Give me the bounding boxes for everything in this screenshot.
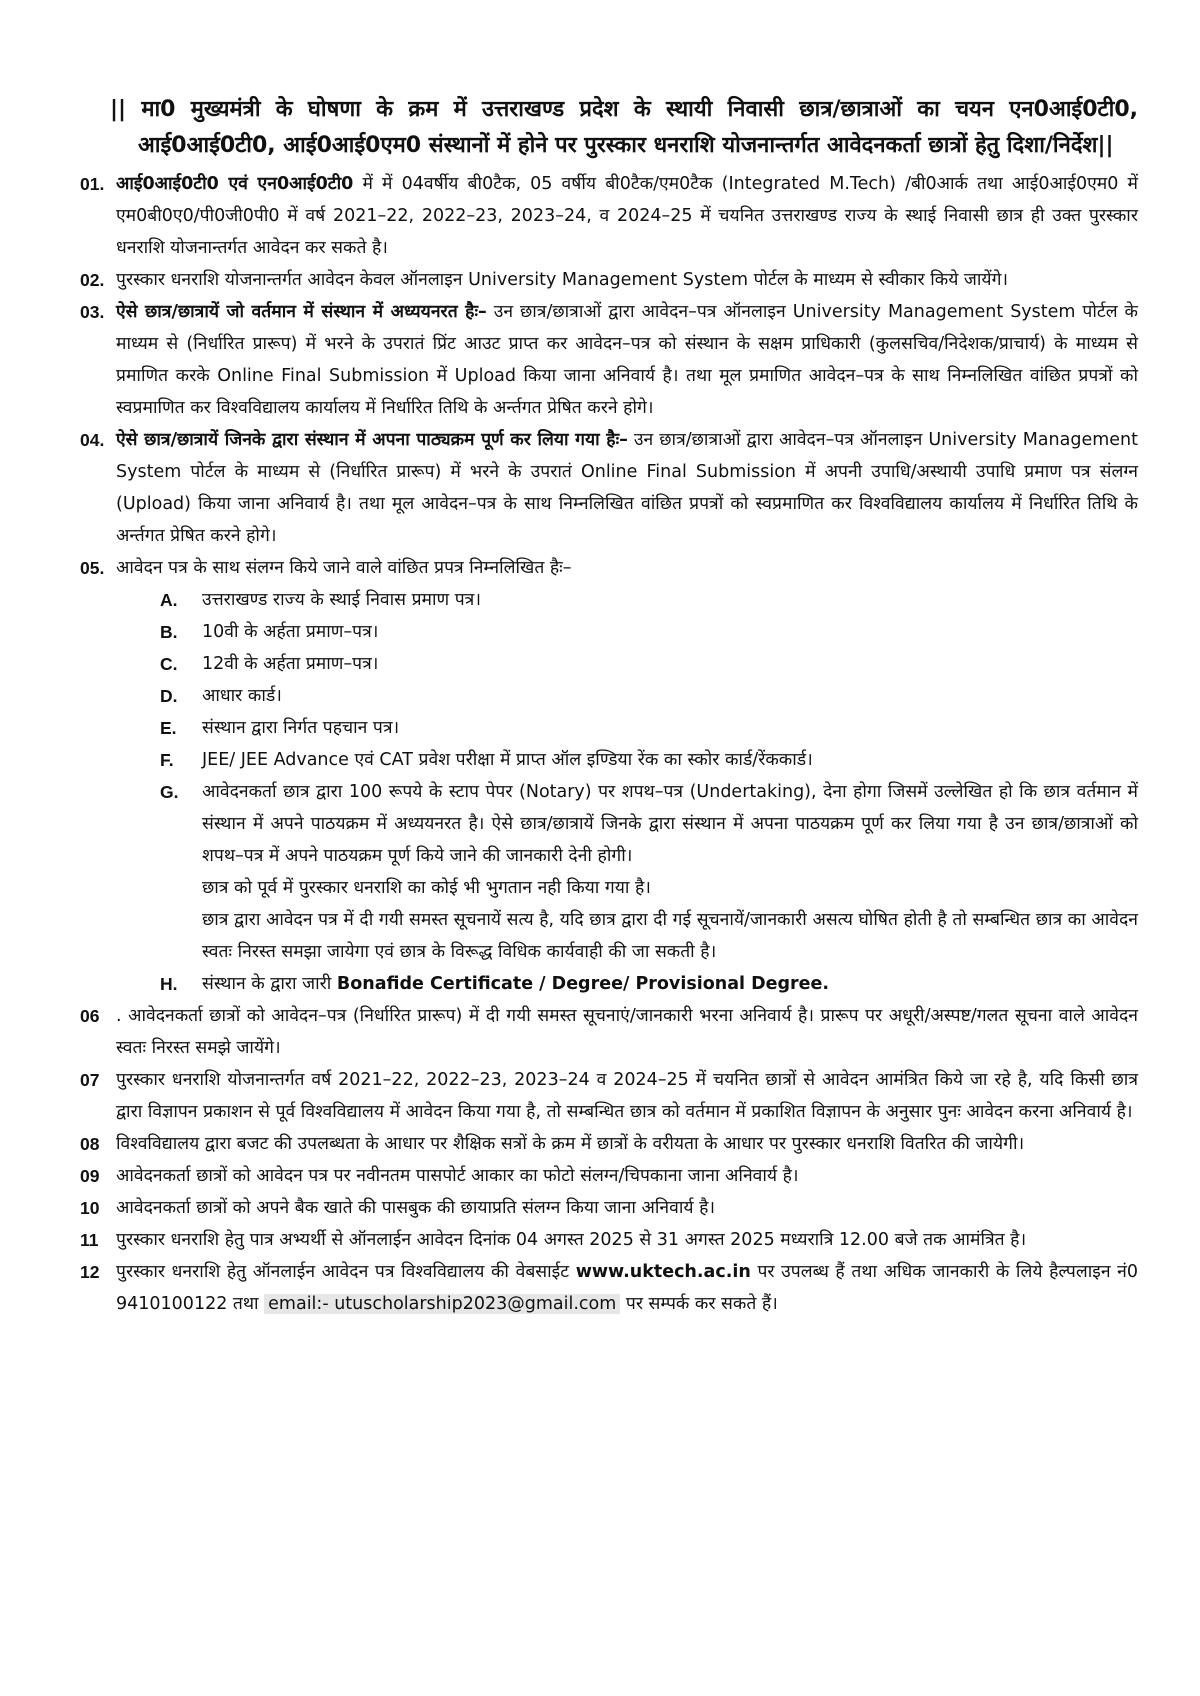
document-text: 10वी के अर्हता प्रमाण–पत्र। (202, 622, 379, 642)
undertaking-paragraph-3: छात्र द्वारा आवेदन पत्र में दी गयी समस्त सूचनायें सत्य है, यदि छात्र द्वारा दी गई सूचनायें/जानकारी असत्य घोषित होती है तो सम्बन्धित छात्र का आवेदन स्वतः निरस्त समझा जायेगा एवं छात्र के विरूद्ध विधिक कार्यवाही की जा सकती है। (202, 910, 1138, 962)
item-text (116, 1256, 1138, 1320)
item-number: 08 (80, 1134, 100, 1154)
document-item-a (160, 584, 1138, 616)
document-letter: C. (160, 654, 178, 674)
item-text: आवेदनकर्ता छात्रों को अपने बैक खाते की पासबुक की छायाप्रति संलग्न किया जाना अनिवार्य है। (116, 1198, 716, 1218)
list-item-09 (80, 1160, 1138, 1192)
item-text: विश्वविद्यालय द्वारा बजट की उपलब्धता के आधार पर शैक्षिक सत्रों के क्रम में छात्रों के वरीयता के आधार पर पुरस्कार धनराशि वितरित की जायेगी। (116, 1134, 1025, 1154)
item-body: उन छात्र/छात्राओं द्वारा आवेदन–पत्र ऑनलाइन University Management System पोर्टल के माध्यम से (निर्धारित प्रारूप) में भरने के उपरातं प्रिंट आउट प्राप्त कर आवेदन–पत्र को संस्थान के सक्षम प्राधिकारी (कुलसचिव/निदेशक/प्राचार्य) के माध्यम से प्रमाणित करके Online Final Submission में Upload किया जाना अनिवार्य है। तथा मूल प्रमाणित आवेदन–पत्र के साथ निम्नलिखित वांछित प्रपत्रों को स्वप्रमाणित कर विश्वविद्यालय कार्यालय में निर्धारित तिथि के अर्न्तगत प्रेषित करने होगे। (116, 302, 1138, 418)
item-number: 06 (80, 1006, 100, 1026)
document-letter: D. (160, 686, 178, 706)
item-text (116, 296, 1138, 424)
item-number: 07 (80, 1070, 100, 1090)
item-number: 02. (80, 270, 105, 290)
undertaking-paragraph-2: छात्र को पूर्व में पुरस्कार धनराशि का कोई भी भुगतान नही किया गया है। (202, 878, 651, 898)
undertaking-paragraph-1: आवेदनकर्ता छात्र द्वारा 100 रूपये के स्टाप पेपर (Notary) पर शपथ–पत्र (Undertaking), देना होगा जिसमें उल्लेखित हो कि छात्र वर्तमान में संस्थान में अपने पाठयक्रम में अध्ययनरत है। ऐसे छात्र/छात्रायें जिनके द्वारा संस्थान में अपना पाठयक्रम पूर्ण कर लिया गया है उन छात्र/छात्राओं को शपथ–पत्र में अपने पाठयक्रम पूर्ण किये जाने की जानकारी देनी होगी। (202, 782, 1138, 866)
document-text (202, 776, 1138, 968)
item-text (116, 168, 1138, 264)
item-text: पुरस्कार धनराशि योजनान्तर्गत वर्ष 2021–22, 2022–23, 2023–24 व 2024–25 में चयनित छात्रों से आवेदन आमंत्रित किये जा रहे है, यदि किसी छात्र द्वारा विज्ञापन प्रकाशन से पूर्व विश्वविद्यालय में आवेदन किया गया है, तो सम्बन्धित छात्र को वर्तमान में प्रकाशित विज्ञापन के अनुसार पुनः आवेदन करना अनिवार्य है। (116, 1070, 1138, 1122)
document-letter: F. (160, 750, 174, 770)
item-text: पुरस्कार धनराशि योजनान्तर्गत आवेदन केवल ऑनलाइन University Management System पोर्टल के माध्यम से स्वीकार किये जायेंगे। (116, 270, 1009, 290)
document-text: संस्थान द्वारा निर्गत पहचान पत्र। (202, 718, 400, 738)
item-body: पुरस्कार धनराशि हेतु ऑनलाईन आवेदन पत्र विश्वविद्यालय की वेबसाईट (116, 1262, 576, 1282)
list-item-08 (80, 1128, 1138, 1160)
document-letter: E. (160, 718, 177, 738)
item-text (116, 424, 1138, 552)
document-item-g (160, 776, 1138, 968)
list-item-06 (80, 1000, 1138, 1064)
document-item-b (160, 616, 1138, 648)
item-number: 10 (80, 1198, 100, 1218)
list-item-03 (80, 296, 1138, 424)
document-item-c (160, 648, 1138, 680)
item-text: आवेदन पत्र के साथ संलग्न किये जाने वाले वांछित प्रपत्र निम्नलिखित हैः– (116, 558, 572, 578)
item-number: 03. (80, 302, 105, 322)
list-item-01 (80, 168, 1138, 264)
list-item-07 (80, 1064, 1138, 1128)
document-text: आधार कार्ड। (202, 686, 282, 706)
document-item-d (160, 680, 1138, 712)
website-link[interactable]: www.uktech.ac.in (575, 1262, 751, 1282)
item-number: 12 (80, 1262, 100, 1282)
page-title: || मा0 मुख्यमंत्री के घोषणा के क्रम में उत्तराखण्ड प्रदेश के स्थायी निवासी छात्र/छात्राओं का चयन एन0आई0टी0, आई0आई0टी0, आई0आई0एम0 संस्थानों में होने पर पुरस्कार धनराशि योजनान्तर्गत आवेदनकर्ता छात्रों हेतु दिशा/निर्देश|| (110, 97, 1138, 158)
list-item-10 (80, 1192, 1138, 1224)
document-list (110, 584, 1138, 1000)
item-number: 09 (80, 1166, 100, 1186)
item-text: . आवेदनकर्ता छात्रों को आवेदन–पत्र (निर्धारित प्रारूप) में दी गयी समस्त सूचनाएं/जानकारी भरना अनिवार्य है। प्रारूप पर अधूरी/अस्पष्ट/गलत सूचना वाले आवेदन स्वतः निरस्त समझे जायेंगे। (116, 1006, 1138, 1058)
list-item-02 (80, 264, 1138, 296)
document-item-f (160, 744, 1138, 776)
list-item-12 (80, 1256, 1138, 1320)
list-item-05 (80, 552, 1138, 584)
item-number: 01. (80, 174, 105, 194)
item-number: 05. (80, 558, 105, 578)
item-body: पर उपलब्ध हैं तथा अधिक जानकारी के लिये हैल्पलाइन नं0 9410100122 तथा (116, 1262, 1138, 1314)
document-text: JEE/ JEE Advance एवं CAT प्रवेश परीक्षा में प्राप्त ऑल इण्डिया रेंक का स्कोर कार्ड/रेंककार्ड। (202, 750, 813, 770)
list-item-04 (80, 424, 1138, 552)
email-link[interactable]: email:- utuscholarship2023@gmail.com (264, 1294, 620, 1314)
document-item-h (160, 968, 1138, 1000)
item-number: 11 (80, 1230, 99, 1250)
item-bold-text: ऐसे छात्र/छात्रायें जिनके द्वारा संस्थान में अपना पाठ्यक्रम पूर्ण कर लिया गया हैः– (116, 430, 628, 450)
item-text: आवेदनकर्ता छात्रों को आवेदन पत्र पर नवीनतम पासपोर्ट आकार का फोटो संलग्न/चिपकाना जाना अनिवार्य है। (116, 1166, 799, 1186)
document-text (202, 968, 1138, 1000)
document-letter: G. (160, 782, 179, 802)
list-item-11 (80, 1224, 1138, 1256)
item-body: में में 04वर्षीय बी0टैक, 05 वर्षीय बी0टैक/एम0टैक (Integrated M.Tech) /बी0आर्क तथा आई0आई0एम0 में एम0बी0ए0/पी0जी0पी0 में वर्ष 2021–22, 2022–23, 2023–24, व 2024–25 में चयनित उत्तराखण्ड राज्य के स्थाई निवासी छात्र ही उक्त पुरस्कार धनराशि योजनान्तर्गत आवेदन कर सकते है। (116, 174, 1138, 258)
document-letter: A. (160, 590, 178, 610)
item-bold-text: ऐसे छात्र/छात्रायें जो वर्तमान में संस्थान में अध्ययनरत हैः– (116, 302, 487, 322)
document-letter: B. (160, 622, 178, 642)
document-text: 12वी के अर्हता प्रमाण–पत्र। (202, 654, 379, 674)
item-body: उन छात्र/छात्राओं द्वारा आवेदन–पत्र ऑनलाइन University Management System पोर्टल के माध्यम से (निर्धारित प्रारूप) में भरने के उपरातं Online Final Submission में अपनी उपाधि/अस्थायी उपाधि प्रमाण पत्र संलग्न (Upload) किया जाना अनिवार्य है। तथा मूल आवेदन–पत्र के साथ निम्नलिखित वांछित प्रपत्रों को स्वप्रमाणित कर विश्वविद्यालय कार्यालय में निर्धारित तिथि के अर्न्तगत प्रेषित करने होगे। (116, 430, 1138, 546)
item-bold-text: आई0आई0टी0 एवं एन0आई0टी0 (116, 174, 354, 194)
item-body: पर सम्पर्क कर सकते हैं। (620, 1294, 778, 1314)
document-letter: H. (160, 974, 178, 994)
document-body: संस्थान के द्वारा जारी (202, 974, 337, 994)
item-text: पुरस्कार धनराशि हेतु पात्र अभ्यर्थी से ऑनलाईन आवेदन दिनांक 04 अगस्त 2025 से 31 अगस्त 2025 मध्यरात्रि 12.00 बजे तक आमंत्रित है। (116, 1230, 1027, 1250)
document-text: उत्तराखण्ड राज्य के स्थाई निवास प्रमाण पत्र। (202, 590, 481, 610)
document-item-e (160, 712, 1138, 744)
item-number: 04. (80, 430, 105, 450)
document-bold-text: Bonafide Certificate / Degree/ Provisional Degree. (336, 974, 830, 994)
